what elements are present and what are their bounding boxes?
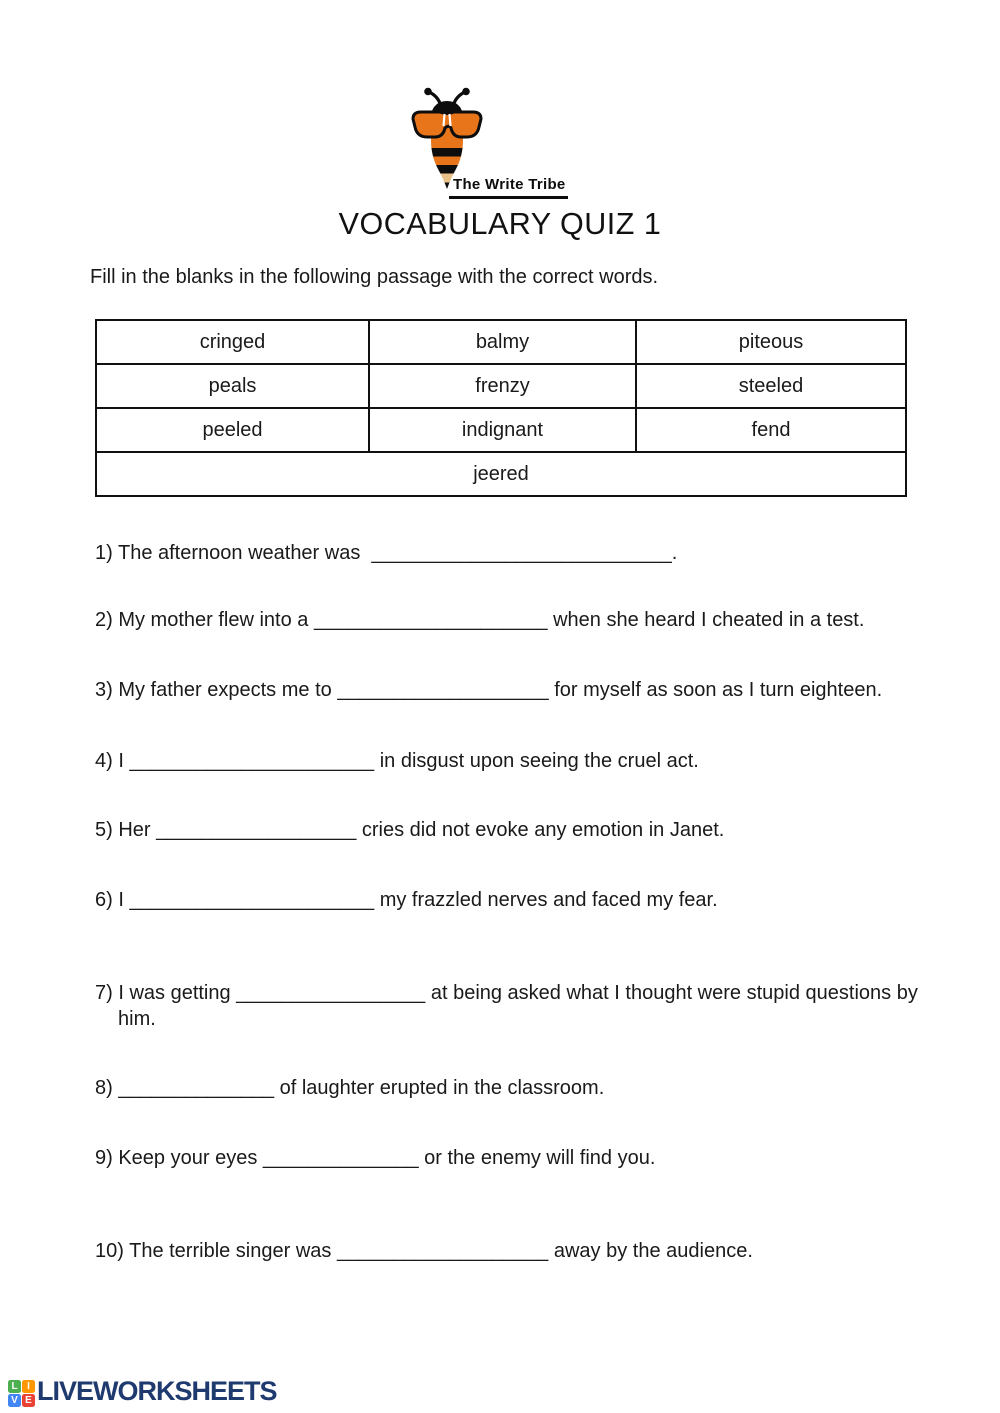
word-bank-cell: jeered (96, 452, 906, 496)
word-bank-cell: fend (636, 408, 906, 452)
word-bank-row (96, 408, 906, 452)
liveworksheets-brand-text: LIVEWORKSHEETS (37, 1376, 277, 1406)
word-bank-cell: cringed (96, 320, 369, 364)
word-bank-cell: indignant (369, 408, 636, 452)
word-bank-row (96, 320, 906, 364)
question-6: 6) I ______________________ my frazzled nerves and faced my fear. (95, 889, 718, 911)
question-3: 3) My father expects me to ___________________ for myself as soon as I turn eighteen. (95, 679, 883, 701)
liveworksheets-logo[interactable] (8, 1375, 277, 1409)
brand-underline (449, 196, 568, 199)
word-bank-row (96, 364, 906, 408)
question-2: 2) My mother flew into a _____________________ when she heard I cheated in a test. (95, 609, 865, 631)
question-10: 10) The terrible singer was ___________________ away by the audience. (95, 1240, 753, 1262)
word-bank-row (96, 452, 906, 496)
word-bank-cell: piteous (636, 320, 906, 364)
block-letter-l: L (8, 1380, 21, 1393)
liveworksheets-blocks-icon (8, 1380, 35, 1407)
question-5: 5) Her __________________ cries did not evoke any emotion in Janet. (95, 819, 725, 841)
word-bank-cell: peals (96, 364, 369, 408)
block-letter-e: E (22, 1394, 35, 1407)
question-7: 7) I was getting _________________ at being asked what I thought were stupid questions by him. (95, 982, 924, 1030)
word-bank-cell: peeled (96, 408, 369, 452)
block-letter-i: I (22, 1380, 35, 1393)
brand-name: The Write Tribe (453, 176, 566, 193)
question-8: 8) ______________ of laughter erupted in the classroom. (95, 1077, 605, 1099)
question-4: 4) I ______________________ in disgust upon seeing the cruel act. (95, 750, 699, 772)
word-bank-table (95, 319, 907, 497)
word-bank-cell: frenzy (369, 364, 636, 408)
word-bank-cell: steeled (636, 364, 906, 408)
question-1: 1) The afternoon weather was ___________________________. (95, 542, 678, 564)
question-9: 9) Keep your eyes ______________ or the enemy will find you. (95, 1147, 656, 1169)
page-title: VOCABULARY QUIZ 1 (338, 207, 662, 241)
instruction-text: Fill in the blanks in the following passage with the correct words. (90, 266, 659, 288)
word-bank-cell: balmy (369, 320, 636, 364)
block-letter-v: V (8, 1394, 21, 1407)
